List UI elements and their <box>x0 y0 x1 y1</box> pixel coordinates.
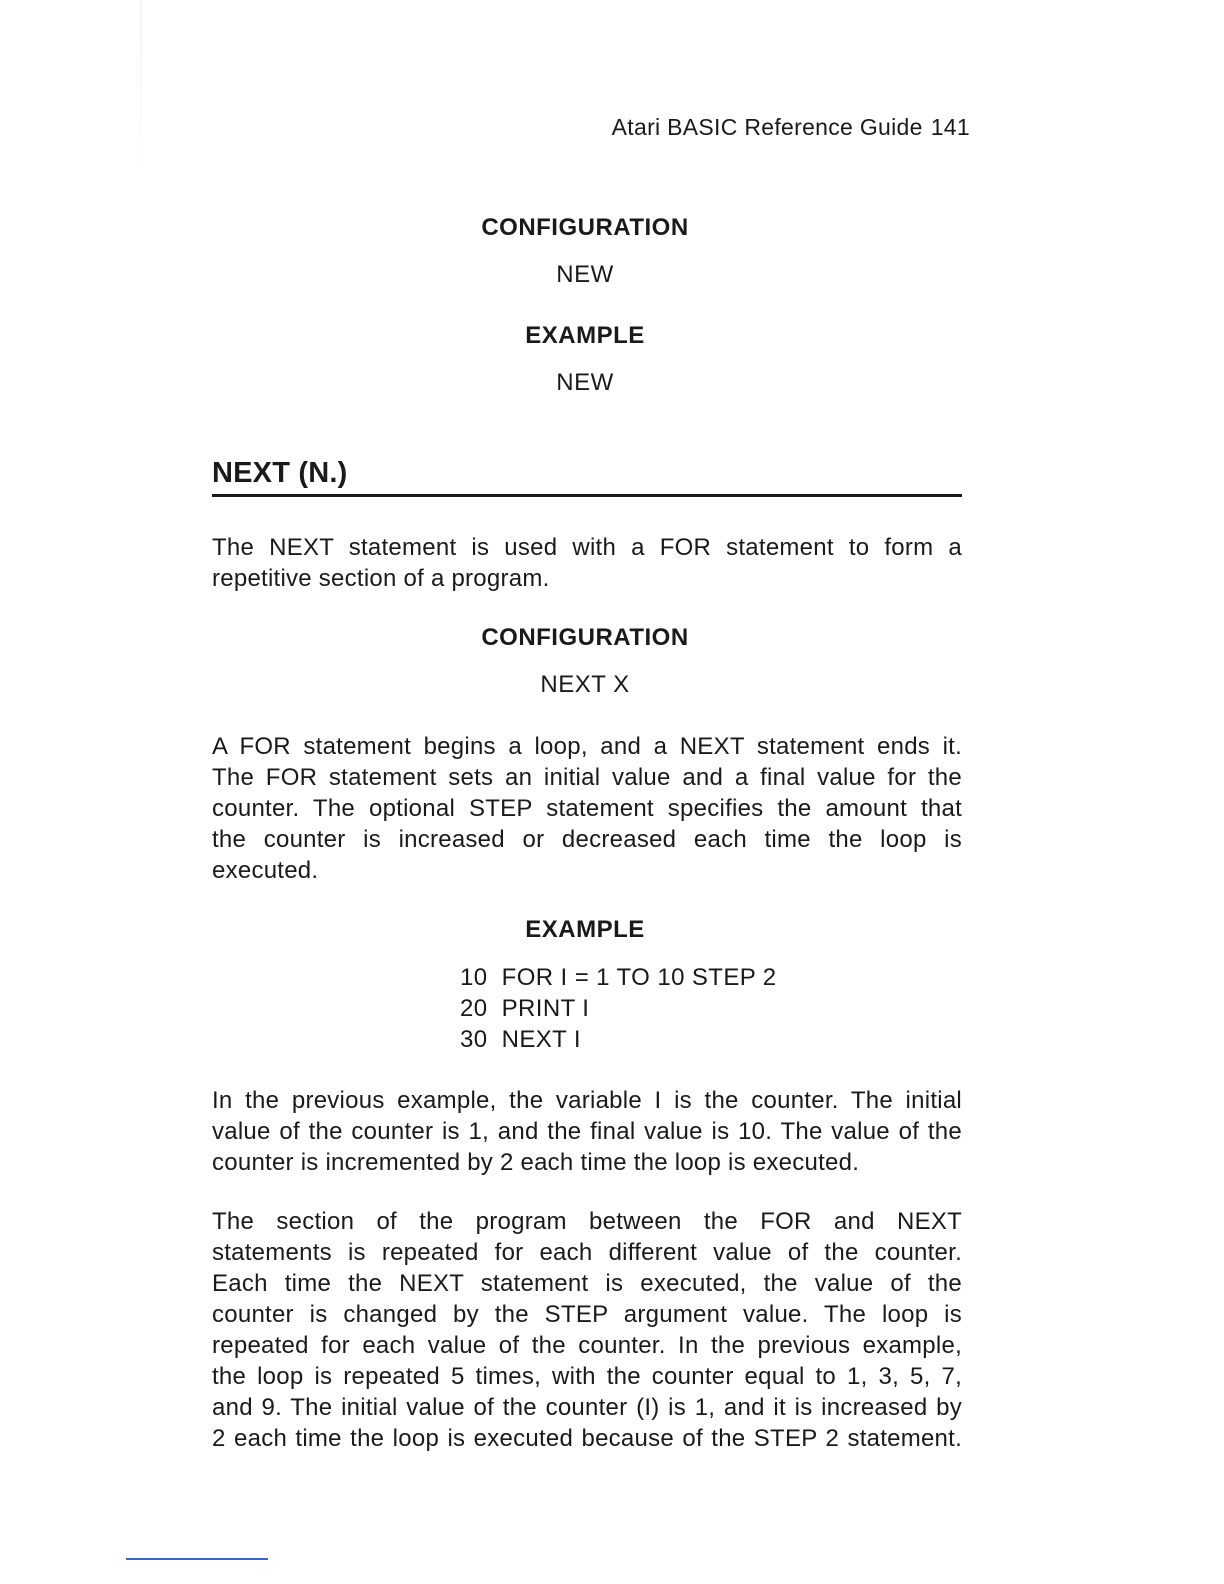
explanation-paragraph <box>212 1085 962 1178</box>
footer-rule <box>126 1558 268 1560</box>
paragraph-line: counter is changed by the STEP argument value. The loop is <box>212 1301 962 1328</box>
description-paragraph <box>212 731 962 886</box>
paragraph-line: repeated for each value of the counter. In the previous example, <box>212 1332 962 1359</box>
paragraph-line: and 9. The initial value of the counter (I) is 1, and it is increased by <box>212 1394 962 1421</box>
page-number: 141 <box>930 114 970 140</box>
code-line: 20 PRINT I <box>460 995 590 1022</box>
running-head <box>612 114 970 141</box>
paragraph-line: value of the counter is 1, and the final value is 10. The value of the <box>212 1118 962 1145</box>
paragraph-line: the counter is increased or decreased each time the loop is <box>212 826 962 853</box>
details-paragraph <box>212 1206 962 1454</box>
next-config-heading: CONFIGURATION <box>481 624 689 651</box>
next-example-heading: EXAMPLE <box>525 916 645 943</box>
code-line: 30 NEXT I <box>460 1026 581 1053</box>
intro-paragraph <box>212 532 962 594</box>
paragraph-line: the loop is repeated 5 times, with the counter equal to 1, 3, 5, 7, <box>212 1363 962 1390</box>
paragraph-line: The NEXT statement is used with a FOR statement to form a <box>212 534 962 561</box>
paragraph-line: A FOR statement begins a loop, and a NEXT statement ends it. <box>212 733 962 760</box>
new-config-text: NEW <box>556 261 614 288</box>
new-config-heading: CONFIGURATION <box>481 214 689 241</box>
paragraph-line: statements is repeated for each different value of the counter. <box>212 1239 962 1266</box>
paragraph-line: In the previous example, the variable I is the counter. The initial <box>212 1087 962 1114</box>
section-title-rule <box>212 454 962 497</box>
new-example-text: NEW <box>556 369 614 396</box>
code-listing <box>460 962 777 1055</box>
next-config-text: NEXT X <box>540 671 630 698</box>
section-title: NEXT (N.) <box>212 457 348 489</box>
paragraph-line: counter. The optional STEP statement specifies the amount that <box>212 795 962 822</box>
paragraph-line: counter is incremented by 2 each time the loop is executed. <box>212 1149 860 1176</box>
paragraph-line: The FOR statement sets an initial value and a final value for the <box>212 764 962 791</box>
paragraph-line: The section of the program between the FOR and NEXT <box>212 1208 962 1235</box>
new-example-heading: EXAMPLE <box>525 322 645 349</box>
scan-edge-shadow <box>140 0 142 190</box>
running-title: Atari BASIC Reference Guide <box>611 114 923 140</box>
paragraph-line: 2 each time the loop is executed because of the STEP 2 statement. <box>212 1425 962 1452</box>
paragraph-line: Each time the NEXT statement is executed, the value of the <box>212 1270 962 1297</box>
paragraph-line: repetitive section of a program. <box>212 565 550 592</box>
paragraph-line: executed. <box>212 857 319 884</box>
code-line: 10 FOR I = 1 TO 10 STEP 2 <box>460 964 777 991</box>
